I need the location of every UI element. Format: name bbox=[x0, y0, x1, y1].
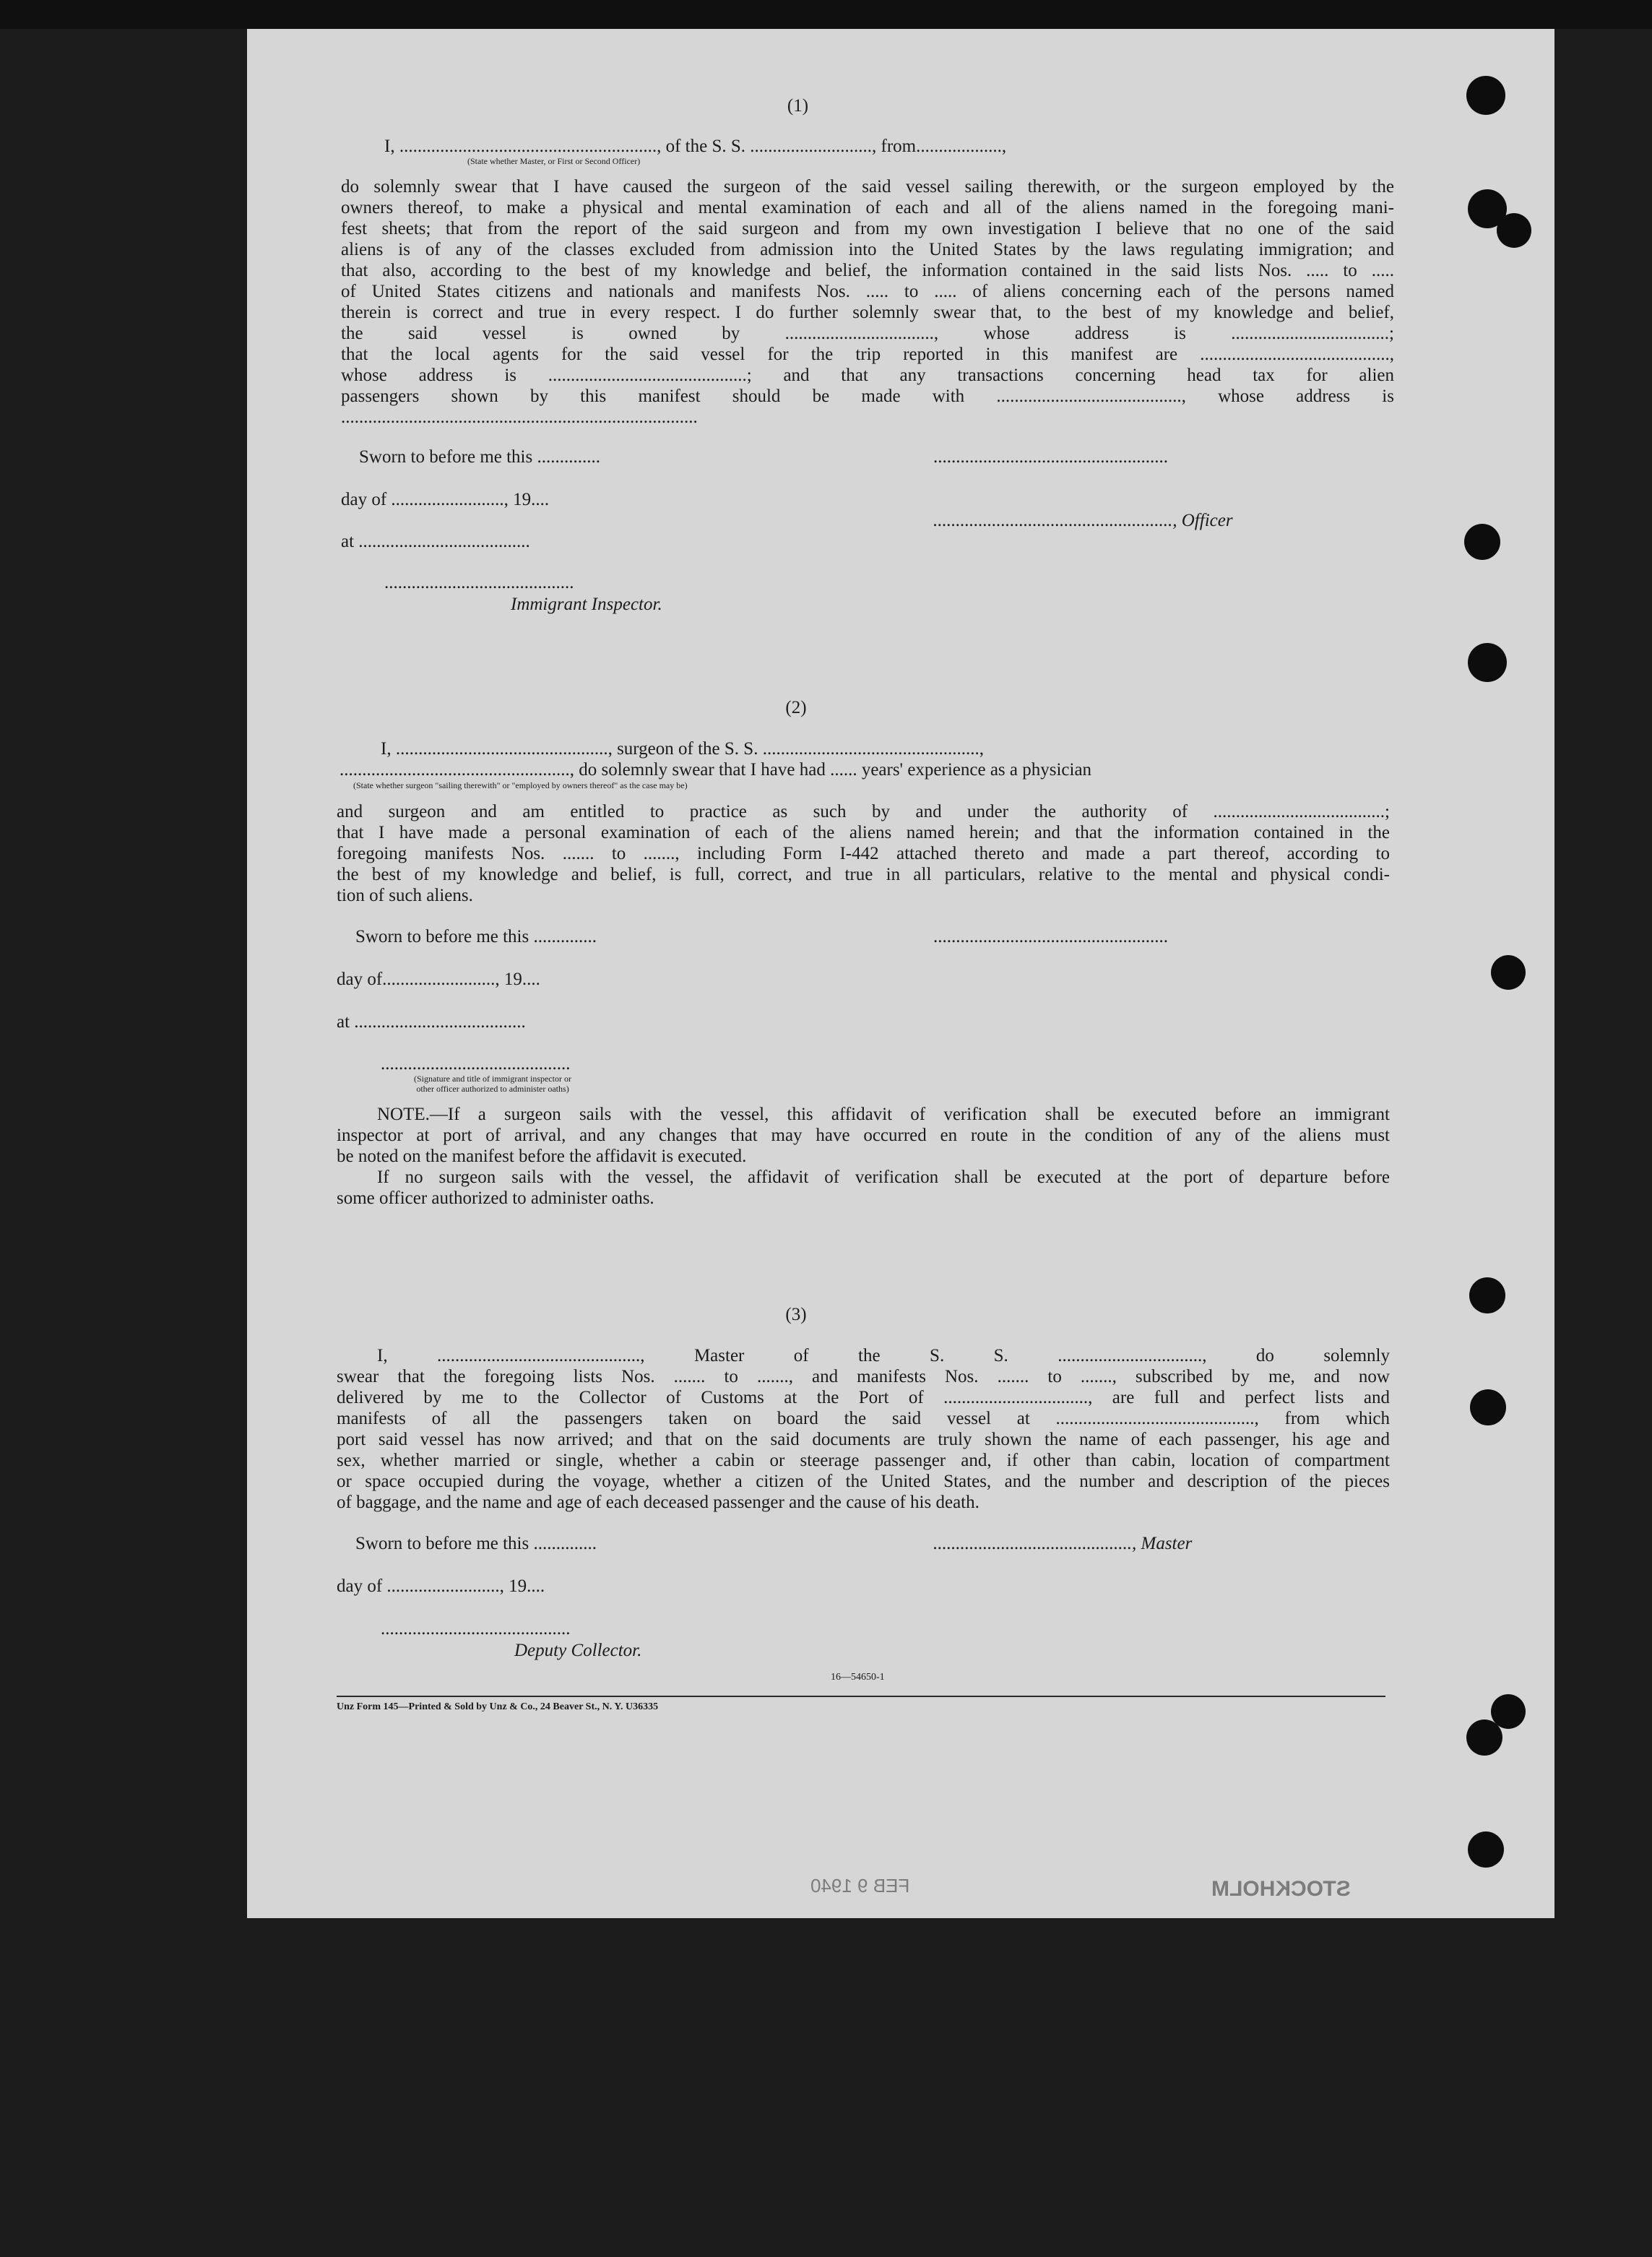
day-line: day of........................., 19.... bbox=[337, 970, 540, 989]
sworn-line: Sworn to before me this .............. bbox=[355, 927, 597, 946]
printer-footer: Unz Form 145—Printed & Sold by Unz & Co., 24 Beaver St., N. Y. U36335 bbox=[337, 1701, 659, 1712]
collector-signature-line: .......................................... bbox=[381, 1619, 571, 1639]
inspector-title: Immigrant Inspector. bbox=[511, 595, 662, 614]
note-line: inspector at port of arrival, and any changes that may have occurred en route in the condition of any of the aliens must bbox=[337, 1126, 1390, 1145]
section-number: (3) bbox=[785, 1305, 807, 1324]
punch-hole-icon bbox=[1468, 1831, 1504, 1868]
footer-rule bbox=[337, 1696, 1385, 1697]
oath-line: foregoing manifests Nos. ....... to ......., including Form I-442 attached thereto and made a part thereof, according to bbox=[337, 844, 1390, 863]
note-line: If no surgeon sails with the vessel, the affidavit of verification shall be executed at the port of departure before bbox=[377, 1168, 1390, 1187]
signature-note: (Signature and title of immigrant inspector or bbox=[414, 1074, 571, 1084]
day-line: day of ........................., 19.... bbox=[341, 490, 550, 509]
oath-line: that the local agents for the said vessel for the trip reported in this manifest are .........................................., bbox=[341, 345, 1394, 364]
punch-hole-icon bbox=[1497, 213, 1531, 248]
sworn-line: Sworn to before me this .............. bbox=[355, 1534, 597, 1553]
bleed-through-stamp: STOCKHOLM bbox=[1211, 1877, 1351, 1901]
punch-hole-icon bbox=[1466, 1719, 1502, 1756]
signature-note: other officer authorized to administer oaths) bbox=[416, 1084, 569, 1094]
sworn-line: Sworn to before me this .............. bbox=[359, 447, 600, 467]
oath-line: do solemnly swear that I have caused the surgeon of the said vessel sailing therewith, or the surgeon employed by the bbox=[341, 177, 1394, 197]
inspector-signature-line: .......................................... bbox=[384, 573, 574, 592]
oath-line: passengers shown by this manifest should be made with ........................................., whose address is bbox=[341, 387, 1394, 406]
document-page bbox=[247, 29, 1554, 1918]
punch-hole-icon bbox=[1491, 955, 1526, 990]
section-number: (1) bbox=[787, 96, 809, 116]
oath-line: delivered by me to the Collector of Customs at the Port of ................................, are full and perfect lists and bbox=[337, 1388, 1390, 1407]
punch-hole-icon bbox=[1470, 1389, 1506, 1425]
punch-hole-icon bbox=[1469, 1277, 1505, 1313]
oath-line: that also, according to the best of my knowledge and belief, the information contained in the said lists Nos. ..... to ..... bbox=[341, 261, 1394, 280]
oath-line: fest sheets; that from the report of the said surgeon and from my own investigation I believe that no one of the said bbox=[341, 219, 1394, 238]
oath-line: sex, whether married or single, whether a cabin or steerage passenger and, if other than cabin, location of compartment bbox=[337, 1451, 1390, 1470]
oath-line: ............................................................................... bbox=[341, 407, 698, 427]
oath-line: manifests of all the passengers taken on board the said vessel at ............................................, from which bbox=[337, 1409, 1390, 1428]
scan-border bbox=[0, 0, 1652, 29]
form-code: 16—54650-1 bbox=[831, 1672, 885, 1683]
oath-line: that I have made a personal examination of each of the aliens named herein; and that the information contained in the bbox=[337, 823, 1390, 842]
oath-line: port said vessel has now arrived; and that on the said documents are truly shown the name of each passenger, his age and bbox=[337, 1430, 1390, 1449]
oath-line: owners thereof, to make a physical and mental examination of each and all of the aliens named in the foregoing mani- bbox=[341, 198, 1394, 217]
oath-line: swear that the foregoing lists Nos. ....... to ......., and manifests Nos. ....... to ......., subscribed by me, and now bbox=[337, 1367, 1390, 1386]
officer-signature-line: ....................................................., Officer bbox=[933, 511, 1233, 530]
officer-note: (State whether Master, or First or Second Officer) bbox=[467, 156, 641, 166]
day-line: day of ........................., 19.... bbox=[337, 1576, 545, 1596]
note-line: be noted on the manifest before the affidavit is executed. bbox=[337, 1147, 747, 1166]
right-signature-line: .................................................... bbox=[933, 927, 1168, 946]
section-number: (2) bbox=[785, 698, 807, 717]
oath-line: therein is correct and true in every respect. I do further solemnly swear that, to the best of my knowledge and belief, bbox=[341, 303, 1394, 322]
note-line: some officer authorized to administer oaths. bbox=[337, 1188, 654, 1208]
oath-line: of baggage, and the name and age of each deceased passenger and the cause of his death. bbox=[337, 1493, 979, 1512]
note-line: NOTE.—If a surgeon sails with the vessel, this affidavit of verification shall be executed before an immigrant bbox=[377, 1105, 1390, 1124]
at-line: at ...................................... bbox=[341, 532, 530, 551]
oath-line-surgeon: I, ..............................................., surgeon of the S. S. ................................................, bbox=[381, 739, 984, 759]
bleed-through-stamp: FEB 9 1940 bbox=[810, 1875, 910, 1896]
inspector-signature-line: .......................................... bbox=[381, 1054, 571, 1074]
oath-line-officer: I, ........................................................., of the S. S. ..........................., from..................., bbox=[384, 137, 1007, 156]
oath-line: aliens is of any of the classes excluded from admission into the United States by the laws regulating immigration; and bbox=[341, 240, 1394, 259]
oath-line: or space occupied during the voyage, whether a citizen of the United States, and the number and description of the pieces bbox=[337, 1472, 1390, 1491]
oath-line: tion of such aliens. bbox=[337, 886, 473, 905]
punch-hole-icon bbox=[1468, 643, 1507, 682]
oath-line: I, ............................................., Master of the S. S. ................................, do solemnly bbox=[377, 1346, 1390, 1365]
oath-line: the best of my knowledge and belief, is full, correct, and true in all particulars, relative to the mental and physical condi- bbox=[337, 865, 1390, 884]
oath-line: and surgeon and am entitled to practice as such by and under the authority of ......................................; bbox=[337, 802, 1390, 821]
oath-line: whose address is ............................................; and that any transactions concerning head tax for alien bbox=[341, 366, 1394, 385]
right-signature-line: .................................................... bbox=[933, 447, 1168, 467]
collector-title: Deputy Collector. bbox=[514, 1641, 642, 1660]
surgeon-note: (State whether surgeon "sailing therewith" or "employed by owners thereof" as the case may be) bbox=[353, 780, 688, 790]
master-signature-line: ............................................, Master bbox=[933, 1534, 1193, 1553]
at-line: at ...................................... bbox=[337, 1012, 526, 1032]
oath-line: of United States citizens and nationals and manifests Nos. ..... to ..... of aliens concerning each of the persons named bbox=[341, 282, 1394, 301]
punch-hole-icon bbox=[1464, 524, 1500, 560]
oath-line: the said vessel is owned by ................................., whose address is ...................................; bbox=[341, 324, 1394, 343]
oath-line-surgeon-status: ..................................................., do solemnly swear that I have had ...... years' experience as a physician bbox=[340, 760, 1092, 780]
punch-hole-icon bbox=[1466, 76, 1505, 115]
